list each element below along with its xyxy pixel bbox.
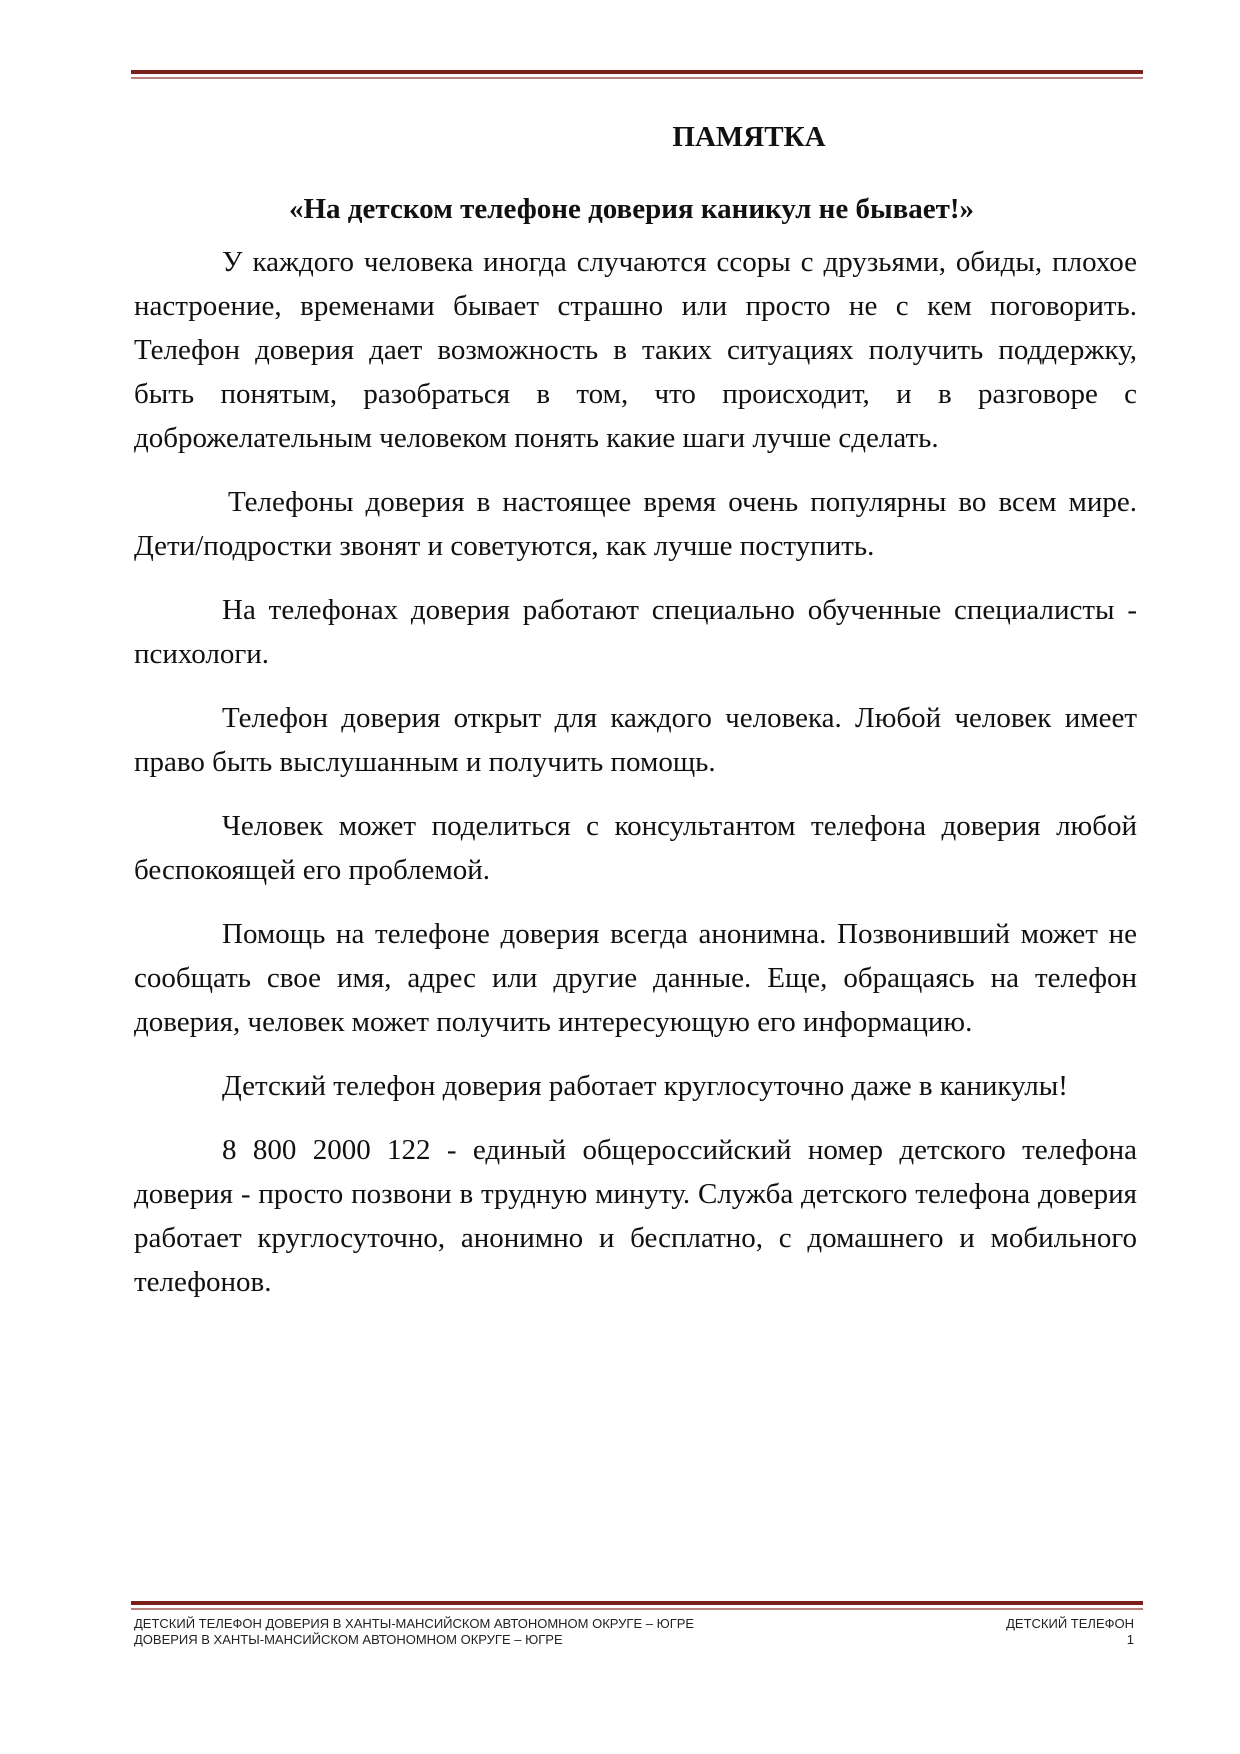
page-footer bbox=[134, 1616, 1134, 1648]
paragraph: У каждого человека иногда случаются ссоры с друзьями, обиды, плохое настроение, временами бывает страшно или просто не с кем поговорить. Телефон доверия дает возможность в таких ситуациях получить поддержку, быть понятым, разобраться в том, что происходит, и в разговоре с доброжелательным человеком понять какие шаги лучше сделать. bbox=[134, 246, 1137, 454]
header-rule-thin bbox=[131, 77, 1143, 79]
footer-rule-thick bbox=[131, 1601, 1143, 1605]
document-subtitle: «На детском телефоне доверия каникул не бывает!» bbox=[289, 193, 975, 225]
paragraph: Телефоны доверия в настоящее время очень популярны во всем мире. Дети/подростки звонят и советуются, как лучше поступить. bbox=[134, 486, 1137, 562]
header-rule-thick bbox=[131, 70, 1143, 74]
page-number: 1 bbox=[1126, 1632, 1134, 1647]
paragraph: На телефонах доверия работают специально обученные специалисты - психологи. bbox=[134, 594, 1137, 670]
paragraph-list bbox=[134, 240, 1137, 1304]
footer-organization-text-continued: ДОВЕРИЯ В ХАНТЫ-МАНСИЙСКОМ АВТОНОМНОМ ОКРУГЕ – ЮГРЕ bbox=[134, 1632, 563, 1647]
footer-organization-text-right: ДЕТСКИЙ ТЕЛЕФОН bbox=[1006, 1616, 1134, 1631]
footer-line-2 bbox=[134, 1632, 1134, 1648]
footer-line-1 bbox=[134, 1616, 1134, 1632]
paragraph: 8 800 2000 122 - единый общероссийский номер детского телефона доверия - просто позвони в трудную минуту. Служба детского телефона доверия работает круглосуточно, анонимно и бесплатно, с домашнего и мобильного телефонов. bbox=[134, 1134, 1137, 1298]
footer-rule-thin bbox=[131, 1608, 1143, 1610]
paragraph: Телефон доверия открыт для каждого человека. Любой человек имеет право быть выслушанным и получить помощь. bbox=[134, 702, 1137, 778]
header-rule bbox=[131, 70, 1143, 80]
paragraph: Помощь на телефоне доверия всегда анонимна. Позвонивший может не сообщать свое имя, адрес или другие данные. Еще, обращаясь на телефон доверия, человек может получить интересующую его информацию. bbox=[134, 918, 1137, 1038]
footer-organization-text: ДЕТСКИЙ ТЕЛЕФОН ДОВЕРИЯ В ХАНТЫ-МАНСИЙСКОМ АВТОНОМНОМ ОКРУГЕ – ЮГРЕ bbox=[134, 1616, 695, 1631]
paragraph: Человек может поделиться с консультантом телефона доверия любой беспокоящей его проблемой. bbox=[134, 810, 1137, 886]
paragraph: Детский телефон доверия работает круглосуточно даже в каникулы! bbox=[222, 1070, 1068, 1102]
footer-rule bbox=[131, 1601, 1143, 1611]
document-title: ПАМЯТКА bbox=[672, 121, 826, 153]
document-body bbox=[134, 112, 1137, 1324]
